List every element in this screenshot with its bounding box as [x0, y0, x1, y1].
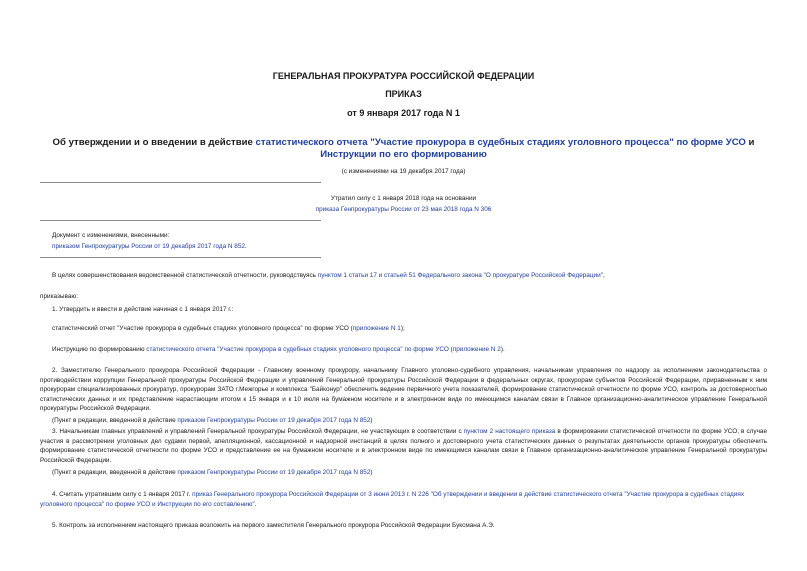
p1a-end: ); — [400, 325, 405, 332]
p2-note-end: ) — [370, 417, 373, 424]
p3-note-end: ) — [370, 469, 373, 476]
changes-doc-line — [52, 242, 247, 252]
p3-text-a: 3. Начальникам главных управлений и управлений Генеральной прокуратуры Российской Федерации, не участвующих в соответствии с — [52, 428, 464, 435]
p3-note-text: (Пункт в редакции, введенной в действие — [52, 469, 178, 476]
p1b-report-link[interactable]: статистического отчета "Участие прокурора в судебных стадиях уголовного процесса" по форме УСО — [146, 346, 449, 353]
paragraph-1: 1. Утвердить и ввести в действие начиная с 1 января 2017 г.: — [52, 306, 234, 313]
divider-rule — [40, 182, 321, 183]
changes-doc-link[interactable]: приказом Генпрокуратуры России от 19 декабря 2017 года N 852 — [52, 243, 245, 250]
document-title — [40, 137, 767, 161]
title-prefix: Об утверждении и о введении в действие — [52, 137, 256, 148]
preamble-law-link[interactable]: пунктом 1 статьи 17 и статьей 51 Федерального закона "О прокуратуре Российской Федерации" — [317, 272, 603, 279]
title-instruction-link[interactable]: Инструкции по его формированию — [320, 149, 487, 160]
status-line: Утратил силу с 1 января 2018 года на основании — [330, 195, 477, 202]
title-report-link[interactable]: статистического отчета "Участие прокурора в судебных стадиях уголовного процесса" по форме УСО — [255, 137, 746, 148]
paragraph-5: 5. Контроль за исполнением настоящего приказа возложить на первого заместителя Генерального прокурора Российской Федерации Буксмана А.Э. — [52, 522, 495, 529]
title-middle: и — [745, 137, 755, 148]
changes-doc-label: Документ с изменениями, внесенными: — [52, 232, 170, 239]
paragraph-1a — [52, 324, 405, 334]
p3-text-b: в формировании статистической отчетности по форме УСО, в случае участия в рассмотрении уголовных дел судами первой, апелляционной, кассационной и надзорной инстанций в целях полного и достоверного учета статистических данных о результатах деятельности органов прокуратуры обеспечить формирование статистической отчетности по форме УСО и представление ее на бумажном носителе и в электронном виде по имеющимся каналам связи в Главное организационно-аналитическое управление Генеральной прокуратуры Российской Федерации. — [40, 428, 768, 464]
p2-note-text: (Пункт в редакции, введенной в действие — [52, 417, 178, 424]
paragraph-2: 2. Заместителю Генерального прокурора Российской Федерации - Главному военному прокурору, начальнику Главного уголовно-судебного управления, начальникам управления по надзору за исполнением законодательства о противодействии коррупции Генеральной прокуратуры Российской Федерации и управлений Генеральной прокуратуры Российской Федерации в федеральных округах, прокурорам субъектов Российской Федерации, приравненным к ним прокурорам специализированных прокуратур, прокурорам ЗАТО г.Межгорье и комплекса "Байконур" обеспечить ведение первичного учета показателей, формирование статистической отчетности по форме УСО, контроль за достоверностью статистических данных и их представление нарастающим итогом к 15 января и к 10 июля на бумажном носителе и в электронном виде по имеющимся каналам связи в Главное организационно-аналитическое управление Генеральной прокуратуры Российской Федерации. — [40, 367, 767, 413]
prikazyvayu-text: приказываю: — [40, 293, 78, 300]
preamble-text: В целях совершенствования ведомственной статистической отчетности, руководствуясь — [52, 272, 318, 279]
p3-point2-link[interactable]: пунктом 2 настоящего приказа — [463, 428, 556, 435]
date-number-heading: от 9 января 2017 года N 1 — [347, 108, 460, 118]
changes-note: (с изменениями на 19 декабря 2017 года) — [341, 168, 466, 175]
p1b-mid: ( — [448, 346, 453, 353]
p4-text: 4. Считать утратившим силу с 1 января 2017 г. — [52, 491, 193, 498]
p1a-text: статистический отчет "Участие прокурора в судебных стадиях уголовного процесса" по форме УСО ( — [52, 325, 353, 332]
preamble-end: , — [602, 272, 605, 279]
p1b-text: Инструкцию по формированию — [52, 346, 147, 353]
status-link[interactable]: приказа Генпрокуратуры России от 23 мая 2018 года N 306 — [315, 206, 492, 213]
document-type-heading: ПРИКАЗ — [385, 89, 422, 99]
paragraph-3-note — [52, 468, 373, 478]
divider-rule — [40, 257, 321, 258]
p3-note-link[interactable]: приказом Генпрокуратуры России от 19 декабря 2017 года N 852 — [177, 469, 371, 476]
appendix-2-link[interactable]: приложение N 2 — [452, 346, 501, 353]
changes-doc-end: . — [244, 243, 247, 250]
divider-rule — [40, 220, 321, 221]
paragraph-4 — [40, 490, 767, 509]
p1b-end: ). — [500, 346, 505, 353]
appendix-1-link[interactable]: приложение N 1 — [352, 325, 401, 332]
preamble — [52, 271, 767, 281]
p4-order-link[interactable]: приказ Генерального прокурора Российской Федерации от 3 июня 2013 г. N 226 "Об утверждении и введении в действие статистического отчета "Участие прокурора в судебных стадиях уголовного процесса" по форме УСО и Инструкции по его составлению" — [40, 491, 745, 508]
paragraph-3 — [40, 427, 767, 465]
paragraph-1b — [52, 345, 505, 355]
p2-note-link[interactable]: приказом Генпрокуратуры России от 19 декабря 2017 года N 852 — [177, 417, 371, 424]
organization-heading: ГЕНЕРАЛЬНАЯ ПРОКУРАТУРА РОССИЙСКОЙ ФЕДЕРАЦИИ — [272, 71, 535, 81]
paragraph-2-note — [52, 416, 373, 426]
p4-end: . — [254, 500, 257, 508]
